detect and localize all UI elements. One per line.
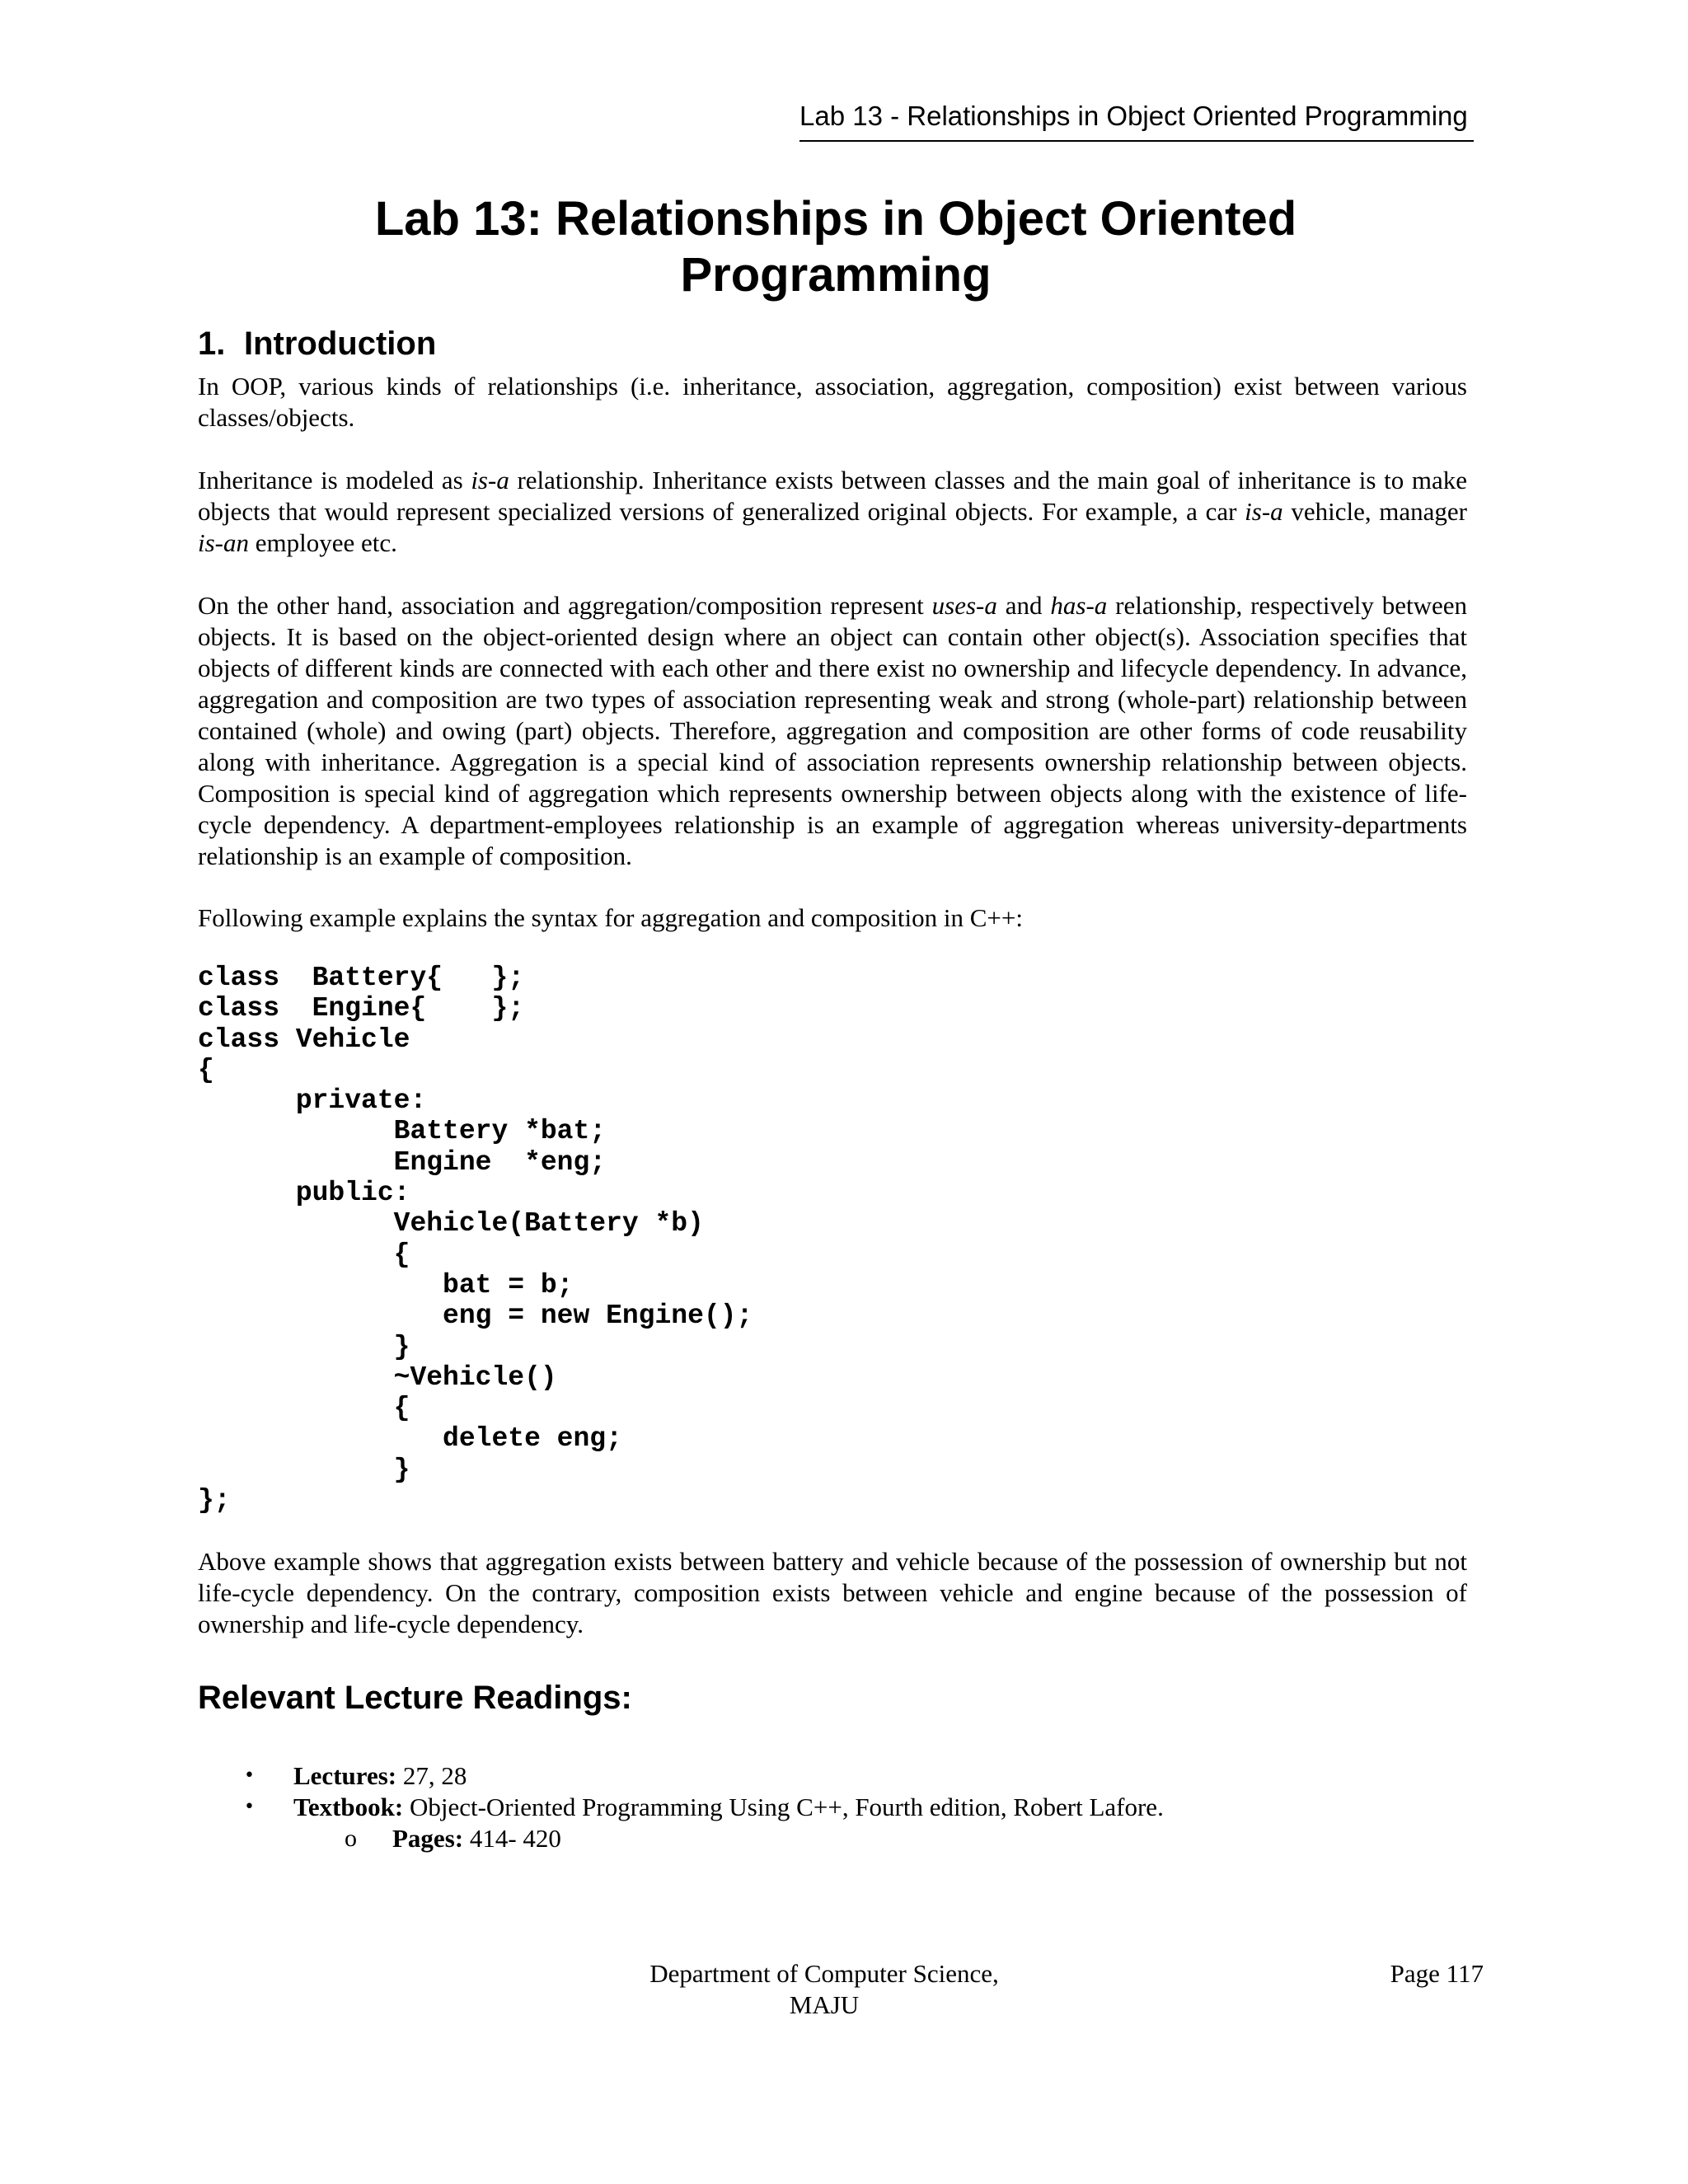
list-item xyxy=(198,1792,1467,1823)
page-title xyxy=(198,191,1474,303)
reading-value: 27, 28 xyxy=(396,1761,467,1790)
bullet-icon: • xyxy=(244,1765,255,1786)
page-title-line-1: Lab 13: Relationships in Object Oriented xyxy=(374,192,1297,246)
intro-paragraph-5: Above example shows that aggregation exists between battery and vehicle because of the possession of ownership but not life-cycle dependency. On the contrary, composition exists between vehicle and engine because of the possession of ownership and life-cycle dependency. xyxy=(198,1547,1467,1638)
emphasis: is-a xyxy=(471,466,509,494)
reading-value: Object-Oriented Programming Using C++, Fourth edition, Robert Lafore. xyxy=(403,1793,1164,1821)
section-number: 1. xyxy=(198,326,226,362)
intro-paragraph-1: In OOP, various kinds of relationships (i.e. inheritance, association, aggregation, composition) exist between various classes/objects. xyxy=(198,372,1467,432)
text-run: relationship. Inheritance exists between classes and the main goal of inheritance is to make objects that would represent specialized versions of generalized original objects. For example, a car xyxy=(198,466,1468,526)
emphasis: is-a xyxy=(1245,497,1283,526)
readings-list xyxy=(198,1760,1467,1854)
reading-label: Pages: xyxy=(392,1824,464,1853)
running-header: Lab 13 - Relationships in Object Oriented Programming xyxy=(799,97,1474,142)
text-run: On the other hand, association and aggregation/composition represent xyxy=(198,591,932,620)
text-run: and xyxy=(996,591,1051,620)
list-item xyxy=(198,1760,1467,1792)
list-sub-item xyxy=(198,1823,1467,1854)
introduction-heading xyxy=(198,324,436,363)
intro-paragraph-2 xyxy=(198,465,1467,559)
page-title-line-2: Programming xyxy=(680,248,992,302)
text-run: employee etc. xyxy=(249,528,397,557)
emphasis: is-an xyxy=(198,528,249,557)
readings-heading: Relevant Lecture Readings: xyxy=(198,1680,632,1716)
hollow-bullet-icon: o xyxy=(345,1825,357,1852)
reading-value: 414- 420 xyxy=(463,1824,561,1853)
text-run: Inheritance is modeled as xyxy=(198,466,471,494)
footer-dept-line-2: MAJU xyxy=(789,1990,860,2019)
reading-label: Lectures: xyxy=(293,1761,397,1790)
intro-paragraph-3 xyxy=(198,590,1467,872)
text-run: vehicle, manager xyxy=(1282,497,1468,526)
footer-department xyxy=(577,1958,1071,2021)
page-number: Page 117 xyxy=(1390,1959,1484,1988)
emphasis: uses-a xyxy=(931,591,997,620)
footer-dept-line-1: Department of Computer Science, xyxy=(649,1959,999,1988)
code-block: class Battery{ }; class Engine{ }; class Vehicle { private: Battery *bat; Engine *eng; public: Vehicle(Battery *b) { bat = b; eng = new Engine(); } ~Vehicle() { delete eng; } }; xyxy=(198,963,753,1516)
section-title: Introduction xyxy=(244,326,437,362)
intro-paragraph-4: Following example explains the syntax for aggregation and composition in C++: xyxy=(198,903,1023,932)
emphasis: has-a xyxy=(1050,591,1108,620)
text-run: relationship, respectively between objects. It is based on the object-oriented design where an object can contain other object(s). Association specifies that objects of different kinds are connected with each other and there exist no ownership and lifecycle dependency. In advance, aggregation and composition are two types of association representing weak and strong (whole-part) relationship between contained (whole) and owing (part) objects. Therefore, aggregation and composition are other forms of code reusability along with inheritance. Aggregation is a special kind of association represents ownership relationship between objects. Composition is special kind of aggregation which represents ownership between objects along with the existence of life-cycle dependency. A department-employees relationship is an example of aggregation whereas university-departments relationship is an example of composition. xyxy=(198,591,1467,870)
bullet-icon: • xyxy=(244,1797,255,1817)
reading-label: Textbook: xyxy=(293,1793,404,1821)
